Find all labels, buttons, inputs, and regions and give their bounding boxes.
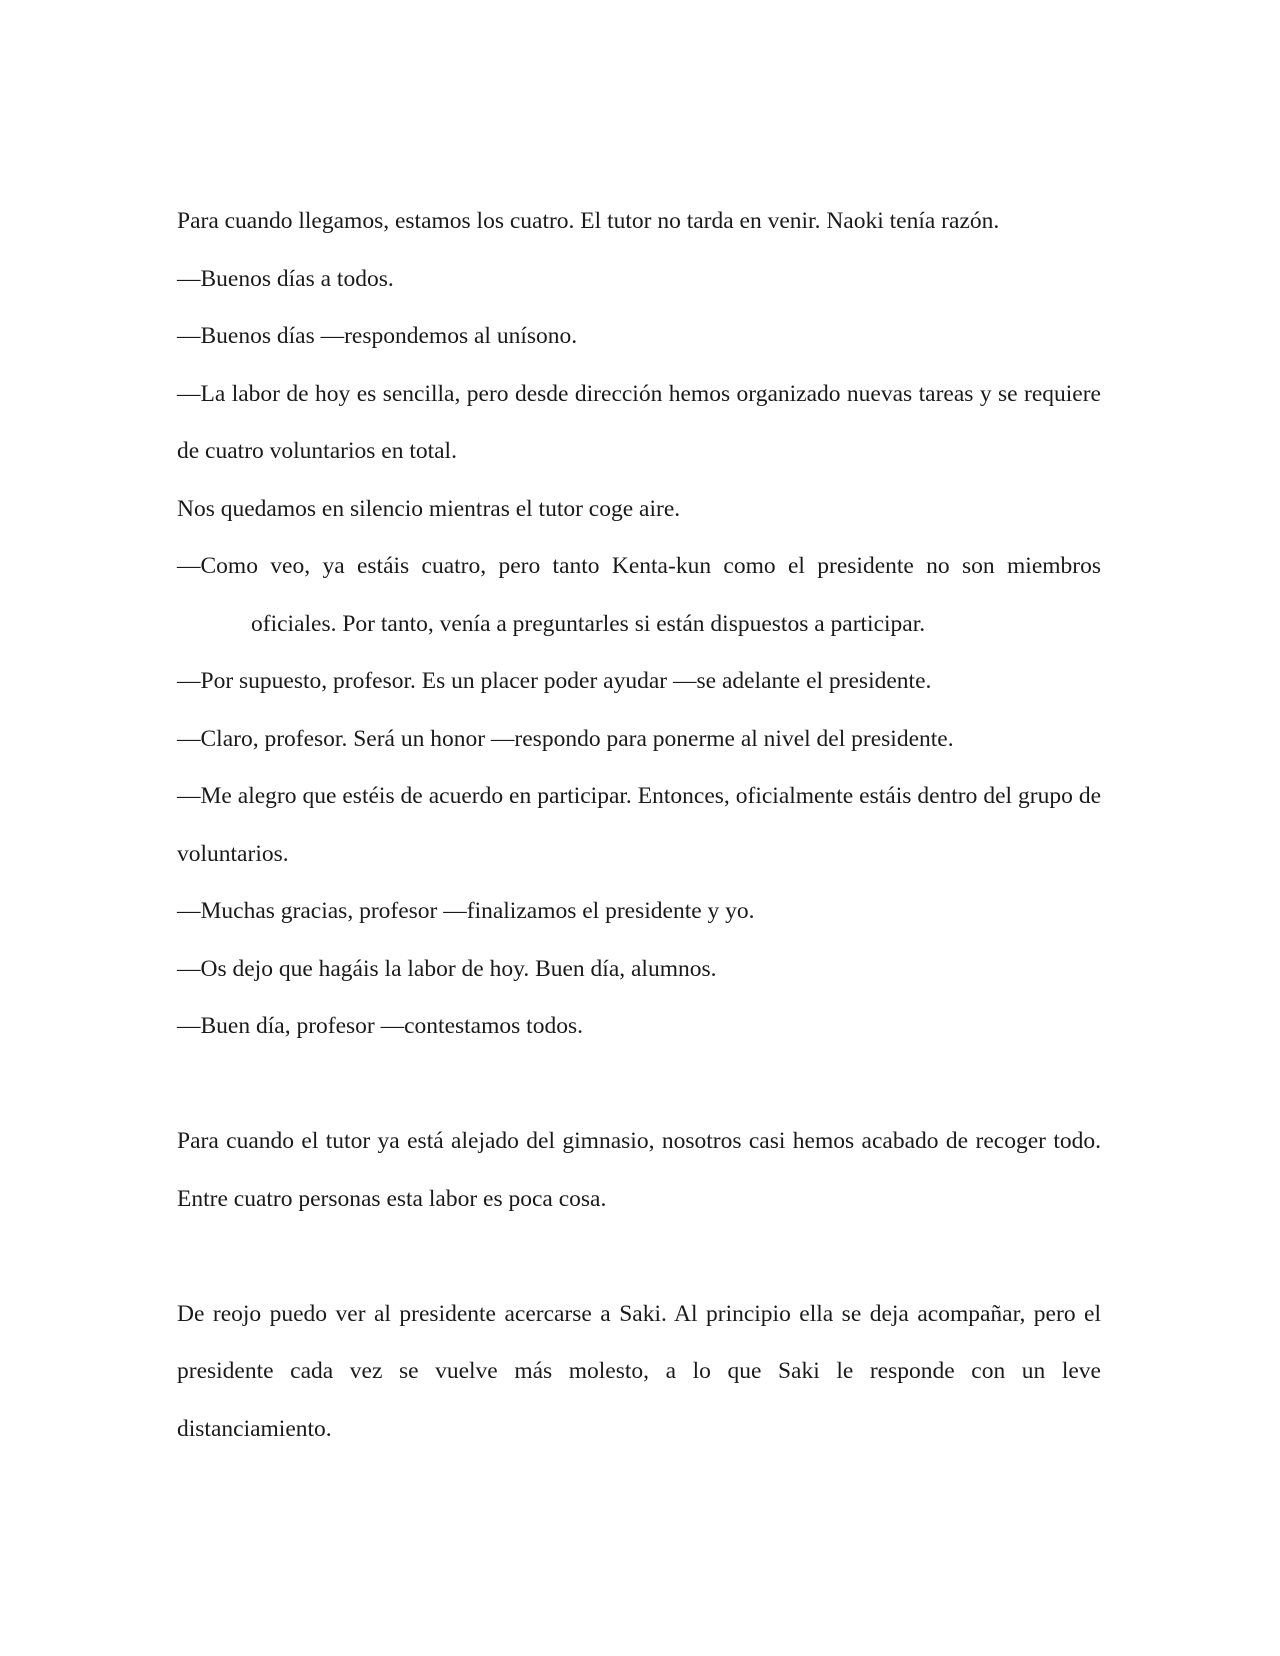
dialogue-line: —Claro, profesor. Será un honor —respondo para ponerme al nivel del presidente.: [177, 725, 954, 752]
dialogue-line: —Me alegro que estéis de acuerdo en participar. Entonces, oficialmente estáis dentro del grupo de voluntarios.: [177, 783, 1101, 867]
dialogue-line: —Buen día, profesor —contestamos todos.: [177, 1013, 583, 1039]
paragraph: Para cuando llegamos, estamos los cuatro. El tutor no tarda en venir. Naoki tenía razón.: [177, 208, 1000, 234]
dialogue-line: —Buenos días —respondemos al unísono.: [177, 323, 578, 349]
paragraph: De reojo puedo ver al presidente acercarse a Saki. Al principio ella se deja acompañar, pero el presidente cada vez se vuelve más molesto, a lo que Saki le responde con un leve distanciamiento.: [177, 1300, 1101, 1442]
dialogue-line: —Como veo, ya estáis cuatro, pero tanto Kenta-kun como el presidente no son miembros oficiales. Por tanto, venía a preguntarles si están dispuestos a participar.: [177, 553, 1101, 637]
dialogue-line: —Muchas gracias, profesor —finalizamos el presidente y yo.: [177, 898, 755, 924]
paragraph-gap: [177, 1056, 1101, 1114]
dialogue-line: —La labor de hoy es sencilla, pero desde dirección hemos organizado nuevas tareas y se requiere de cuatro voluntarios en total.: [177, 380, 1101, 464]
paragraph-gap: [177, 1228, 1101, 1286]
dialogue-line: —Por supuesto, profesor. Es un placer poder ayudar —se adelante el presidente.: [177, 668, 932, 694]
paragraph: Para cuando el tutor ya está alejado del gimnasio, nosotros casi hemos acabado de recoger todo. Entre cuatro personas esta labor es poca cosa.: [177, 1128, 1101, 1212]
dialogue-line: —Os dejo que hagáis la labor de hoy. Buen día, alumnos.: [177, 955, 717, 982]
document-body: [177, 193, 1101, 1458]
paragraph: Nos quedamos en silencio mientras el tutor coge aire.: [177, 495, 681, 522]
dialogue-line: —Buenos días a todos.: [177, 265, 394, 292]
